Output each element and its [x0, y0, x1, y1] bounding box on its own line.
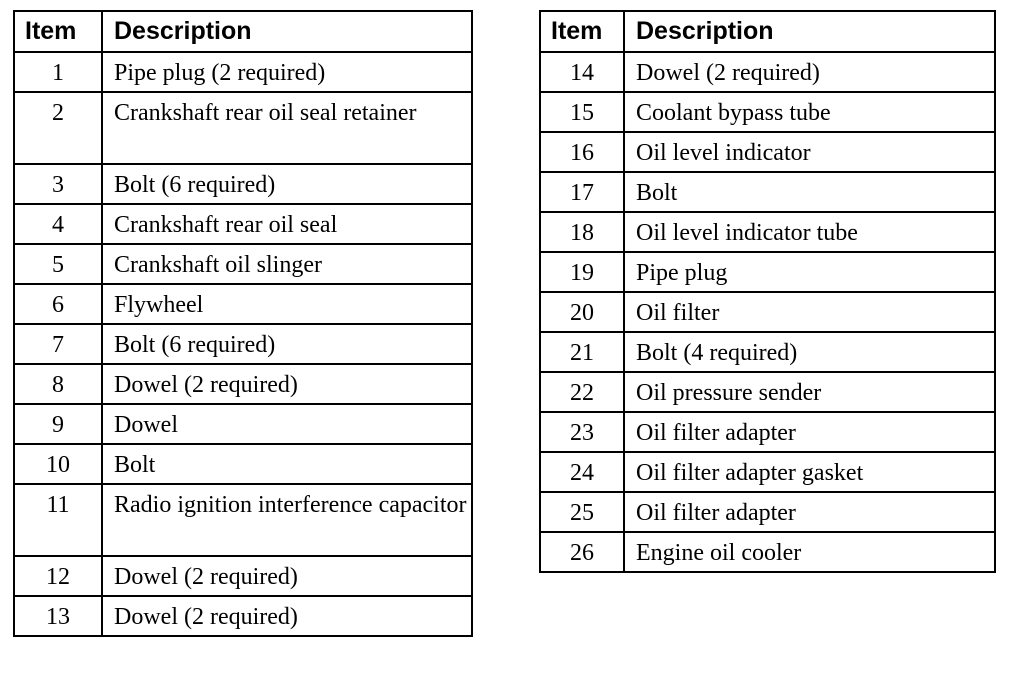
item-number: 11: [14, 484, 102, 556]
item-description: Dowel (2 required): [102, 596, 472, 636]
item-description: Dowel: [102, 404, 472, 444]
item-description: Bolt: [102, 444, 472, 484]
item-description: Crankshaft rear oil seal: [102, 204, 472, 244]
parts-table-left: [13, 10, 473, 637]
item-description: Crankshaft rear oil seal retainer: [102, 92, 472, 164]
item-description: Oil filter adapter: [624, 492, 995, 532]
item-description: Oil pressure sender: [624, 372, 995, 412]
table-row: [14, 52, 472, 92]
table-row: [540, 412, 995, 452]
item-number: 25: [540, 492, 624, 532]
item-number: 3: [14, 164, 102, 204]
item-description: Oil filter: [624, 292, 995, 332]
table-row: [14, 404, 472, 444]
item-number: 22: [540, 372, 624, 412]
table-row: [540, 92, 995, 132]
item-number: 19: [540, 252, 624, 292]
table-row: [14, 92, 472, 164]
item-number: 16: [540, 132, 624, 172]
table-row: [14, 284, 472, 324]
item-description: Coolant bypass tube: [624, 92, 995, 132]
parts-table-right: [539, 10, 996, 573]
table-row: [14, 556, 472, 596]
item-description: Oil level indicator: [624, 132, 995, 172]
item-number: 14: [540, 52, 624, 92]
table-header-row: [540, 11, 995, 52]
item-description: Bolt (4 required): [624, 332, 995, 372]
table-header-row: [14, 11, 472, 52]
item-description: Oil level indicator tube: [624, 212, 995, 252]
column-header-description: Description: [624, 11, 995, 52]
item-description: Bolt: [624, 172, 995, 212]
item-number: 15: [540, 92, 624, 132]
item-number: 8: [14, 364, 102, 404]
item-number: 1: [14, 52, 102, 92]
item-number: 12: [14, 556, 102, 596]
item-number: 21: [540, 332, 624, 372]
item-description: Pipe plug (2 required): [102, 52, 472, 92]
table-row: [14, 444, 472, 484]
table-row: [14, 244, 472, 284]
item-number: 4: [14, 204, 102, 244]
item-number: 5: [14, 244, 102, 284]
table-row: [14, 364, 472, 404]
table-row: [14, 484, 472, 556]
table-row: [540, 252, 995, 292]
item-number: 9: [14, 404, 102, 444]
table-row: [540, 292, 995, 332]
table-row: [14, 164, 472, 204]
table-row: [14, 596, 472, 636]
table-row: [540, 452, 995, 492]
item-description: Crankshaft oil slinger: [102, 244, 472, 284]
item-description: Flywheel: [102, 284, 472, 324]
item-number: 13: [14, 596, 102, 636]
item-description: Engine oil cooler: [624, 532, 995, 572]
item-description: Dowel (2 required): [102, 364, 472, 404]
item-description: Oil filter adapter: [624, 412, 995, 452]
item-description: Oil filter adapter gasket: [624, 452, 995, 492]
item-number: 2: [14, 92, 102, 164]
table-row: [14, 324, 472, 364]
item-number: 20: [540, 292, 624, 332]
table-row: [540, 532, 995, 572]
table-row: [540, 332, 995, 372]
item-number: 24: [540, 452, 624, 492]
item-number: 26: [540, 532, 624, 572]
column-header-description: Description: [102, 11, 472, 52]
item-number: 10: [14, 444, 102, 484]
item-description: Pipe plug: [624, 252, 995, 292]
item-number: 17: [540, 172, 624, 212]
column-header-item: Item: [540, 11, 624, 52]
item-description: Bolt (6 required): [102, 164, 472, 204]
item-number: 6: [14, 284, 102, 324]
item-number: 18: [540, 212, 624, 252]
table-row: [540, 172, 995, 212]
table-row: [540, 52, 995, 92]
item-number: 7: [14, 324, 102, 364]
table-row: [540, 212, 995, 252]
item-number: 23: [540, 412, 624, 452]
item-description: Dowel (2 required): [102, 556, 472, 596]
table-row: [540, 132, 995, 172]
column-header-item: Item: [14, 11, 102, 52]
table-row: [14, 204, 472, 244]
item-description: Dowel (2 required): [624, 52, 995, 92]
item-description: Radio ignition interference capacitor: [102, 484, 472, 556]
table-row: [540, 372, 995, 412]
item-description: Bolt (6 required): [102, 324, 472, 364]
table-row: [540, 492, 995, 532]
